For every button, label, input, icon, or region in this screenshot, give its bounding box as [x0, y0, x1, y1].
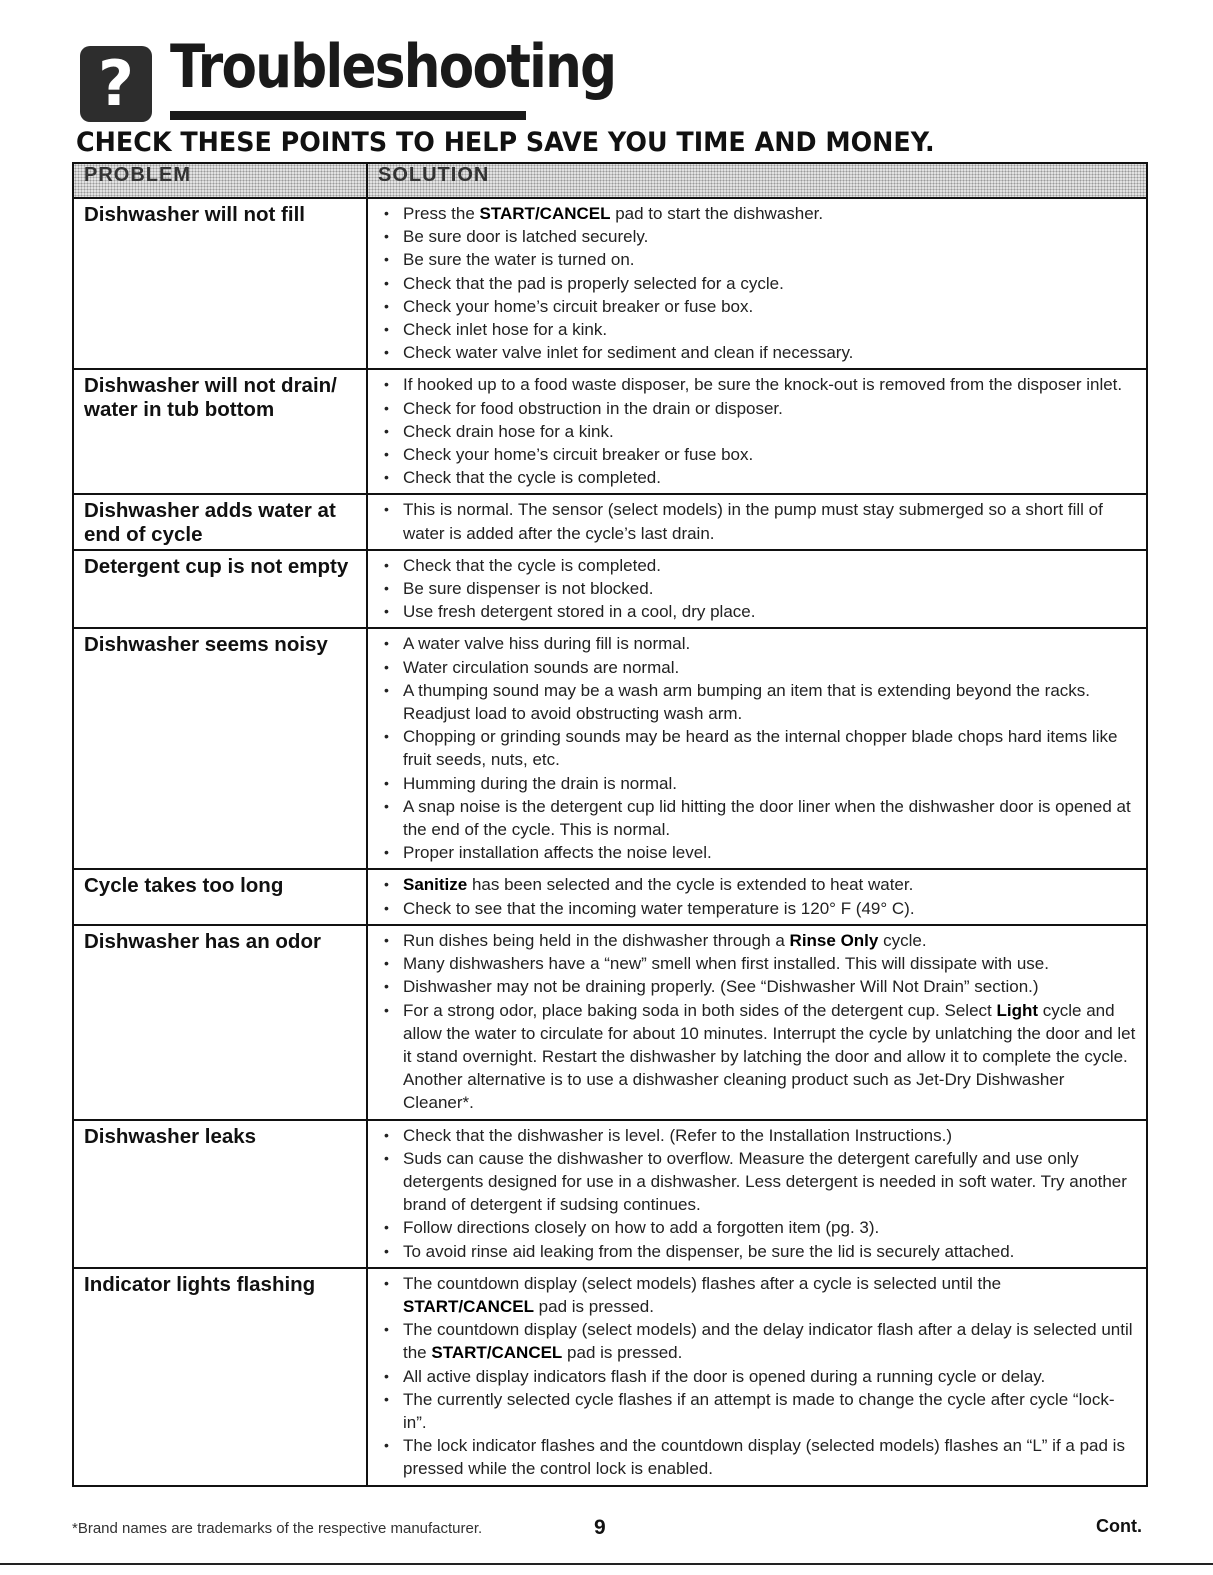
- bottom-rule: [0, 1563, 1213, 1565]
- solution-text: pad is pressed.: [533, 1296, 654, 1316]
- table-row: [73, 198, 1147, 369]
- solution-text: Humming during the drain is normal.: [403, 773, 678, 793]
- solution-item: [378, 1318, 1136, 1364]
- problem-cell: Dishwasher has an odor: [73, 925, 367, 1120]
- solution-item: [378, 466, 1136, 489]
- solution-text: For a strong odor, place baking soda in both sides of the detergent cup. Select: [403, 1000, 997, 1020]
- solution-cell: [367, 550, 1147, 629]
- troubleshooting-table: [72, 162, 1148, 1487]
- solution-text: The lock indicator flashes and the countdown display (selected models) flashes an “L” if a pad is pressed while the control lock is enabled.: [403, 1436, 1125, 1479]
- solution-text: A thumping sound may be a wash arm bumping an item that is extending beyond the racks. Readjust load to avoid obstructing wash arm.: [403, 680, 1091, 724]
- solution-item: [378, 202, 1136, 225]
- solution-item: [378, 1240, 1136, 1263]
- column-header-solution: SOLUTION: [367, 163, 1147, 198]
- table-header: [73, 163, 1147, 198]
- solution-item: [378, 795, 1136, 841]
- column-header-problem: PROBLEM: [73, 163, 367, 198]
- solution-item: [378, 656, 1136, 679]
- solution-text: If hooked up to a food waste disposer, be sure the knock-out is removed from the disposer inlet.: [403, 375, 1123, 395]
- solution-item: [378, 1216, 1136, 1239]
- solution-item: [378, 577, 1136, 600]
- solution-text: pad is pressed.: [562, 1343, 683, 1363]
- solution-item: [378, 975, 1136, 998]
- problem-cell: Dishwasher will not fill: [73, 198, 367, 369]
- table-row: [73, 1120, 1147, 1268]
- solution-item: [378, 772, 1136, 795]
- solution-item: [378, 1365, 1136, 1388]
- solution-text: Water circulation sounds are normal.: [403, 657, 680, 677]
- solution-item: [378, 600, 1136, 623]
- solution-text: Press the: [403, 204, 480, 223]
- solution-item: [378, 952, 1136, 975]
- solution-cell: [367, 369, 1147, 494]
- solution-item: [378, 420, 1136, 443]
- solution-text: pad to start the dishwasher.: [610, 204, 824, 223]
- solution-item: [378, 373, 1136, 396]
- problem-cell: Dishwasher will not drain/ water in tub bottom: [73, 369, 367, 494]
- solution-text: Check water valve inlet for sediment and clean if necessary.: [403, 343, 854, 363]
- solution-text: has been selected and the cycle is extended to heat water.: [467, 875, 914, 895]
- solution-item: [378, 443, 1136, 466]
- problem-cell: Cycle takes too long: [73, 869, 367, 924]
- solution-list: [378, 373, 1136, 489]
- table-row: [73, 925, 1147, 1120]
- table-row: [73, 1268, 1147, 1486]
- solution-item: [378, 929, 1136, 952]
- solution-cell: [367, 198, 1147, 369]
- solution-item: [378, 248, 1136, 271]
- solution-item: [378, 679, 1136, 725]
- solution-item: [378, 341, 1136, 364]
- solution-text: Follow directions closely on how to add a forgotten item (pg. 3).: [403, 1218, 880, 1238]
- solution-list: [378, 554, 1136, 624]
- solution-text: Check your home’s circuit breaker or fuse box.: [403, 296, 754, 316]
- solution-item: [378, 725, 1136, 771]
- problem-cell: Detergent cup is not empty: [73, 550, 367, 629]
- title-underline: [170, 111, 526, 120]
- solution-text: Check that the cycle is completed.: [403, 555, 661, 575]
- solution-text: Be sure dispenser is not blocked.: [403, 579, 654, 599]
- table-row: [73, 369, 1147, 494]
- solution-text: All active display indicators flash if the door is opened during a running cycle or delay.: [403, 1366, 1046, 1386]
- solution-text: Use fresh detergent stored in a cool, dry place.: [403, 602, 756, 622]
- solution-text: Check that the cycle is completed.: [403, 468, 661, 488]
- solution-item: [378, 841, 1136, 864]
- solution-item: [378, 873, 1136, 896]
- question-mark-icon: ?: [80, 46, 152, 122]
- solution-text: The currently selected cycle flashes if an attempt is made to change the cycle after cycle “lock-in”.: [403, 1389, 1115, 1432]
- solution-item: [378, 1272, 1136, 1318]
- page-footer: [72, 1516, 1146, 1540]
- solution-item: [378, 1434, 1136, 1480]
- emphasis-text: Light: [996, 1000, 1039, 1020]
- emphasis-text: START/CANCEL: [479, 204, 611, 223]
- solution-text: A snap noise is the detergent cup lid hitting the door liner when the dishwasher door is opened at the end of the cycle. This is normal.: [403, 796, 1131, 840]
- table-row: [73, 550, 1147, 629]
- solution-text: Dishwasher may not be draining properly. (See “Dishwasher Will Not Drain” section.): [403, 977, 1039, 997]
- solution-text: The countdown display (select models) flashes after a cycle is selected until the: [403, 1273, 1002, 1293]
- solution-item: [378, 498, 1136, 544]
- problem-cell: Indicator lights flashing: [73, 1268, 367, 1486]
- emphasis-text: START/CANCEL: [431, 1343, 563, 1363]
- problem-cell: Dishwasher adds water at end of cycle: [73, 494, 367, 549]
- solution-item: [378, 1147, 1136, 1217]
- solution-text: A water valve hiss during fill is normal.: [403, 634, 691, 654]
- solution-cell: [367, 869, 1147, 924]
- emphasis-text: Rinse Only: [789, 930, 879, 950]
- solution-item: [378, 1388, 1136, 1434]
- solution-item: [378, 897, 1136, 920]
- solution-text: To avoid rinse aid leaking from the dispenser, be sure the lid is securely attached.: [403, 1241, 1015, 1261]
- table-row: [73, 869, 1147, 924]
- solution-item: [378, 1124, 1136, 1147]
- solution-cell: [367, 494, 1147, 549]
- solution-item: [378, 318, 1136, 341]
- solution-item: [378, 272, 1136, 295]
- solution-list: [378, 873, 1136, 919]
- solution-text: cycle.: [878, 930, 927, 950]
- solution-text: Run dishes being held in the dishwasher through a: [403, 930, 790, 950]
- solution-text: Check that the pad is properly selected for a cycle.: [403, 273, 784, 293]
- solution-item: [378, 225, 1136, 248]
- solution-text: Many dishwashers have a “new” smell when first installed. This will dissipate with use.: [403, 954, 1049, 974]
- solution-text: Be sure door is latched securely.: [403, 227, 649, 247]
- solution-item: [378, 632, 1136, 655]
- solution-cell: [367, 925, 1147, 1120]
- solution-item: [378, 295, 1136, 318]
- page-number: 9: [594, 1516, 606, 1539]
- solution-text: Proper installation affects the noise level.: [403, 843, 712, 863]
- solution-text: This is normal. The sensor (select models) in the pump must stay submerged so a short fill of water is added after the cycle’s last drain.: [403, 500, 1103, 543]
- table-row: [73, 628, 1147, 869]
- page-subtitle: CHECK THESE POINTS TO HELP SAVE YOU TIME AND MONEY.: [76, 127, 935, 158]
- solution-item: [378, 999, 1136, 1115]
- table-row: [73, 494, 1147, 549]
- problem-cell: Dishwasher leaks: [73, 1120, 367, 1268]
- continued-label: Cont.: [1096, 1516, 1142, 1536]
- solution-text: Suds can cause the dishwasher to overflow. Measure the detergent carefully and use only detergents designed for use in a dishwasher. Less detergent is needed in soft water. Try another brand of detergent if sudsing continues.: [403, 1148, 1127, 1215]
- solution-cell: [367, 1268, 1147, 1486]
- solution-list: [378, 1272, 1136, 1481]
- table-body: [73, 198, 1147, 1486]
- solution-list: [378, 498, 1136, 544]
- solution-text: Check inlet hose for a kink.: [403, 320, 608, 340]
- solution-text: Check for food obstruction in the drain or disposer.: [403, 398, 783, 418]
- solution-list: [378, 929, 1136, 1115]
- emphasis-text: Sanitize: [403, 875, 468, 895]
- solution-text: Check to see that the incoming water temperature is 120° F (49° C).: [403, 898, 915, 918]
- solution-list: [378, 1124, 1136, 1263]
- solution-text: Be sure the water is turned on.: [403, 250, 635, 270]
- solution-item: [378, 397, 1136, 420]
- solution-text: The countdown display (select models) and the delay indicator flash after a delay is selected until the: [403, 1320, 1133, 1363]
- solution-text: Check that the dishwasher is level. (Refer to the Installation Instructions.): [403, 1125, 952, 1145]
- solution-text: Check your home’s circuit breaker or fuse box.: [403, 445, 754, 465]
- solution-cell: [367, 628, 1147, 869]
- solution-text: cycle and allow the water to circulate for about 10 minutes. Interrupt the cycle by unlatching the door and let it stand overnight. Restart the dishwasher by latching the door and allow it to complete the cycle. Another alternative is to use a dishwasher cleaning product such as Jet-Dry Dishwasher Cleaner*.: [403, 1000, 1136, 1113]
- page-title: Troubleshooting: [170, 32, 616, 102]
- solution-cell: [367, 1120, 1147, 1268]
- solution-item: [378, 554, 1136, 577]
- solution-text: Check drain hose for a kink.: [403, 421, 614, 441]
- problem-cell: Dishwasher seems noisy: [73, 628, 367, 869]
- solution-text: Chopping or grinding sounds may be heard as the internal chopper blade chops hard items like fruit seeds, nuts, etc.: [403, 727, 1118, 770]
- solution-list: [378, 202, 1136, 364]
- solution-list: [378, 632, 1136, 864]
- emphasis-text: START/CANCEL: [403, 1296, 534, 1316]
- trademark-footnote: *Brand names are trademarks of the respective manufacturer.: [72, 1520, 483, 1537]
